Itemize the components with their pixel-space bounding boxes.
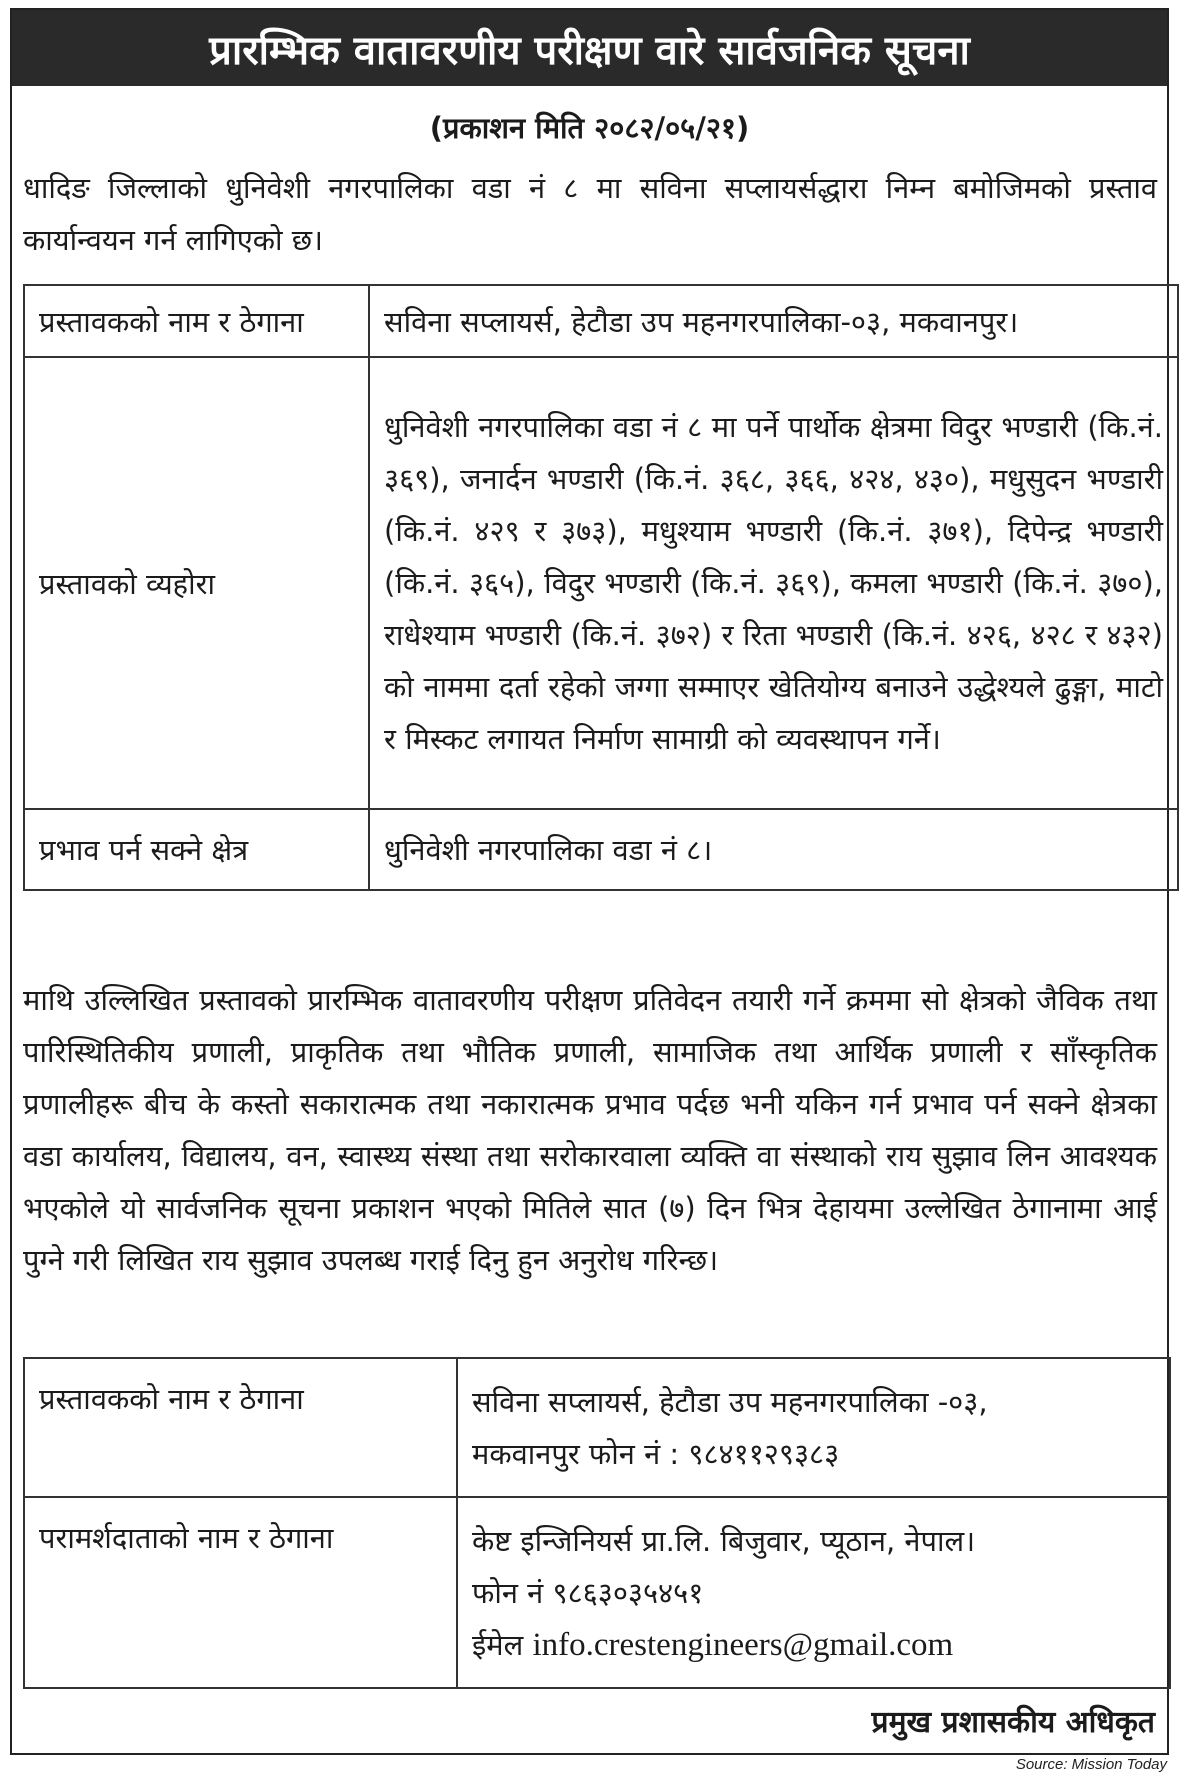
affected-area-value: धुनिवेशी नगरपालिका वडा नं ८। [369, 809, 1178, 890]
affected-area-label: प्रभाव पर्न सक्ने क्षेत्र [24, 809, 369, 890]
notice-title: प्रारम्भिक वातावरणीय परीक्षण वारे सार्वजनिक सूचना [12, 10, 1167, 86]
signatory-title: प्रमुख प्रशासकीय अधिकृत [871, 1705, 1155, 1740]
proponent-address: सविना सप्लायर्स, हेटौडा उप महनगरपालिका -०३, [472, 1384, 988, 1419]
email-label: ईमेल [472, 1627, 524, 1662]
contact-table [23, 1357, 1171, 1689]
proposal-description-value: धुनिवेशी नगरपालिका वडा नं ८ मा पर्ने पार्थोक क्षेत्रमा विदुर भण्डारी (कि.नं. ३६९), जनार्दन भण्डारी (कि.नं. ३६८, ३६६, ४२४, ४३०), मधुसुदन भण्डारी (कि.नं. ४२९ र ३७३), मधुश्याम भण्डारी (कि.नं. ३७१), दिपेन्द्र भण्डारी (कि.नं. ३६५), विदुर भण्डारी (कि.नं. ३६९), कमला भण्डारी (कि.नं. ३७०), राधेश्याम भण्डारी (कि.नं. ३७२) र रिता भण्डारी (कि.नं. ४२६, ४२८ र ४३२) को नाममा दर्ता रहेको जग्गा सम्माएर खेतियोग्य बनाउने उद्धेश्यले ढुङ्गा, माटो र मिस्कट लगायत निर्माण सामाग्री को व्यवस्थापन गर्ने। [369, 357, 1178, 809]
table-row [24, 1497, 1170, 1688]
proponent-phone: मकवानपुर फोन नं : ९८४११२९३८३ [472, 1436, 840, 1471]
table-row [24, 1358, 1170, 1497]
publication-date: (प्रकाशन मिति २०८२/०५/२१) [429, 111, 750, 145]
public-notice [10, 8, 1169, 1755]
consultant-email-row [472, 1619, 1155, 1671]
proposal-table [23, 284, 1179, 891]
consultant-label: परामर्शदाताको नाम र ठेगाना [24, 1497, 457, 1688]
proponent-contact-value [457, 1358, 1170, 1497]
table-row [24, 809, 1178, 890]
consultant-email[interactable]: info.crestengineers@gmail.com [532, 1626, 954, 1663]
consultant-value [457, 1497, 1170, 1688]
intro-paragraph: धादिङ जिल्लाको धुनिवेशी नगरपालिका वडा नं ८ मा सविना सप्लायर्सद्धारा निम्न बमोजिमको प्रस्ताव कार्यान्वयन गर्न लागिएको छ। [23, 171, 1157, 257]
table-row [24, 285, 1178, 357]
proponent-label: प्रस्तावकको नाम र ठेगाना [24, 285, 369, 357]
consultant-address: केष्ट इन्जिनियर्स प्रा.लि. बिजुवार, प्यूठान, नेपाल। [472, 1523, 976, 1558]
proponent-contact-label: प्रस्तावकको नाम र ठेगाना [24, 1358, 457, 1497]
proposal-description-label: प्रस्तावको व्यहोरा [24, 357, 369, 809]
source-credit: Source: Mission Today [1015, 1756, 1167, 1773]
proponent-value: सविना सप्लायर्स, हेटौडा उप महनगरपालिका-०३, मकवानपुर। [369, 285, 1178, 357]
consultant-phone: फोन नं ९८६३०३५४५१ [472, 1575, 704, 1610]
table-row [24, 357, 1178, 809]
body-paragraph: माथि उल्लिखित प्रस्तावको प्रारम्भिक वातावरणीय परीक्षण प्रतिवेदन तयारी गर्ने क्रममा सो क्षेत्रको जैविक तथा पारिस्थितिकीय प्रणाली, प्राकृतिक तथा भौतिक प्रणाली, सामाजिक तथा आर्थिक प्रणाली र साँस्कृतिक प्रणालीहरू बीच के कस्तो सकारात्मक तथा नकारात्मक प्रभाव पर्दछ भनी यकिन गर्न प्रभाव पर्न सक्ने क्षेत्रका वडा कार्यालय, विद्यालय, वन, स्वास्थ्य संस्था तथा सरोकारवाला व्यक्ति वा संस्थाको राय सुझाव लिन आवश्यक भएकोले यो सार्वजनिक सूचना प्रकाशन भएको मितिले सात (७) दिन भित्र देहायमा उल्लेखित ठेगानामा आई पुग्ने गरी लिखित राय सुझाव उपलब्ध गराई दिनु हुन अनुरोध गरिन्छ। [23, 983, 1157, 1277]
